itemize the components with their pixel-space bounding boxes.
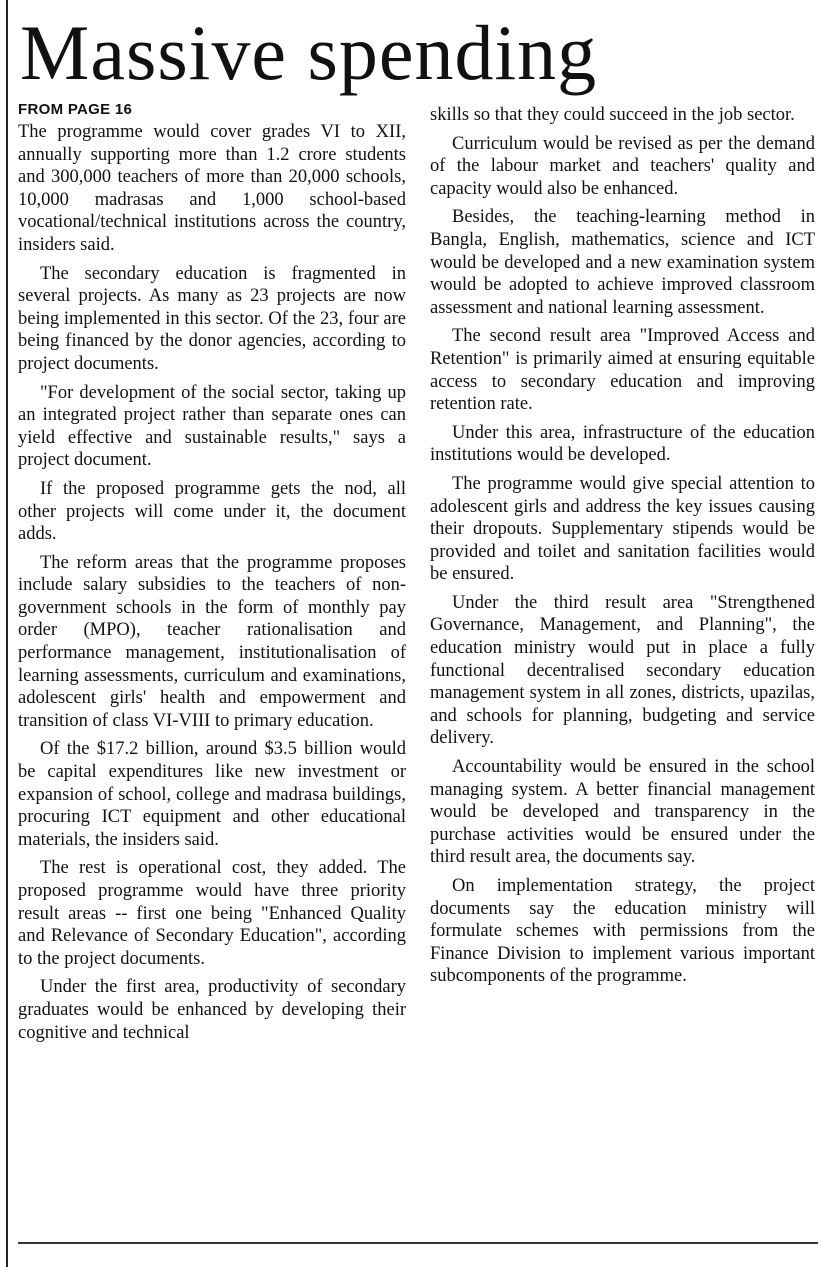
headline: Massive spending [20,9,598,96]
paragraph: The reform areas that the programme proposes include salary subsidies to the teachers of non-government schools in the form of monthly pay order (MPO), teacher rationalisation and performance management, institutionalisation of learning assessments, curriculum and examinations, adolescent girls' health and empowerment and transition of class VI-VIII to primary education. [18,552,406,731]
paragraph: The secondary education is fragmented in several projects. As many as 23 projects are now being implemented in this sector. Of the 23, four are being financed by the donor agencies, according to project documents. [18,263,406,374]
paragraph: The rest is operational cost, they added. The proposed programme would have three priority result areas -- first one being "Enhanced Quality and Relevance of Secondary Education", according to the project documents. [18,858,406,969]
paragraph: The programme would cover grades VI to XII, annually supporting more than 1.2 crore students and 300,000 teachers of more than 20,000 schools, 10,000 madrasas and 1,000 school-based vocational/technical institutions across the country, insiders said. [18,122,406,255]
paragraph: Curriculum would be revised as per the demand of the labour market and teachers' quality and capacity would also be enhanced. [430,133,815,199]
paragraph: The programme would give special attention to adolescent girls and address the key issues causing their dropouts. Supplementary stipends would be provided and toilet and sanitation facilities would be ensured. [430,473,815,585]
paragraph: On implementation strategy, the project documents say the education ministry will formulate schemes with permissions from the Finance Division to implement various important subcomponents of the programme. [430,876,815,987]
bottom-rule [18,1242,818,1244]
right-column [430,104,815,994]
paragraph: "For development of the social sector, taking up an integrated project rather than separate ones can yield effective and sustainable results," says a project document. [18,382,406,471]
paragraph: If the proposed programme gets the nod, all other projects will come under it, the document adds. [18,478,406,545]
paragraph: Under this area, infrastructure of the education institutions would be developed. [430,422,815,466]
paragraph-continued: skills so that they could succeed in the job sector. [430,105,795,125]
paragraph: Of the $17.2 billion, around $3.5 billion would be capital expenditures like new investment or expansion of school, college and madrasa buildings, procuring ICT equipment and other educational materials, the insiders said. [18,739,406,850]
paragraph: Besides, the teaching-learning method in Bangla, English, mathematics, science and ICT would be developed and a new examination system would be adopted to achieve improved classroom assessment and national learning assessment. [430,207,815,318]
paragraph: Under the first area, productivity of secondary graduates would be enhanced by developing their cognitive and technical [18,977,406,1043]
left-column [18,101,406,1050]
paragraph: Accountability would be ensured in the school managing system. A better financial management would be developed and transparency in the purchase activities would be ensured under the third result area, the documents say. [430,757,815,868]
continued-from-label: FROM PAGE 16 [18,101,133,118]
paragraph: The second result area "Improved Access and Retention" is primarily aimed at ensuring equitable access to secondary education and improving retention rate. [430,326,815,415]
paragraph: Under the third result area "Strengthened Governance, Management, and Planning", the education ministry would put in place a fully functional decentralised secondary education management system in all zones, districts, upazilas, and schools for planning, budgeting and service delivery. [430,592,815,749]
left-column-rule [6,0,8,1267]
